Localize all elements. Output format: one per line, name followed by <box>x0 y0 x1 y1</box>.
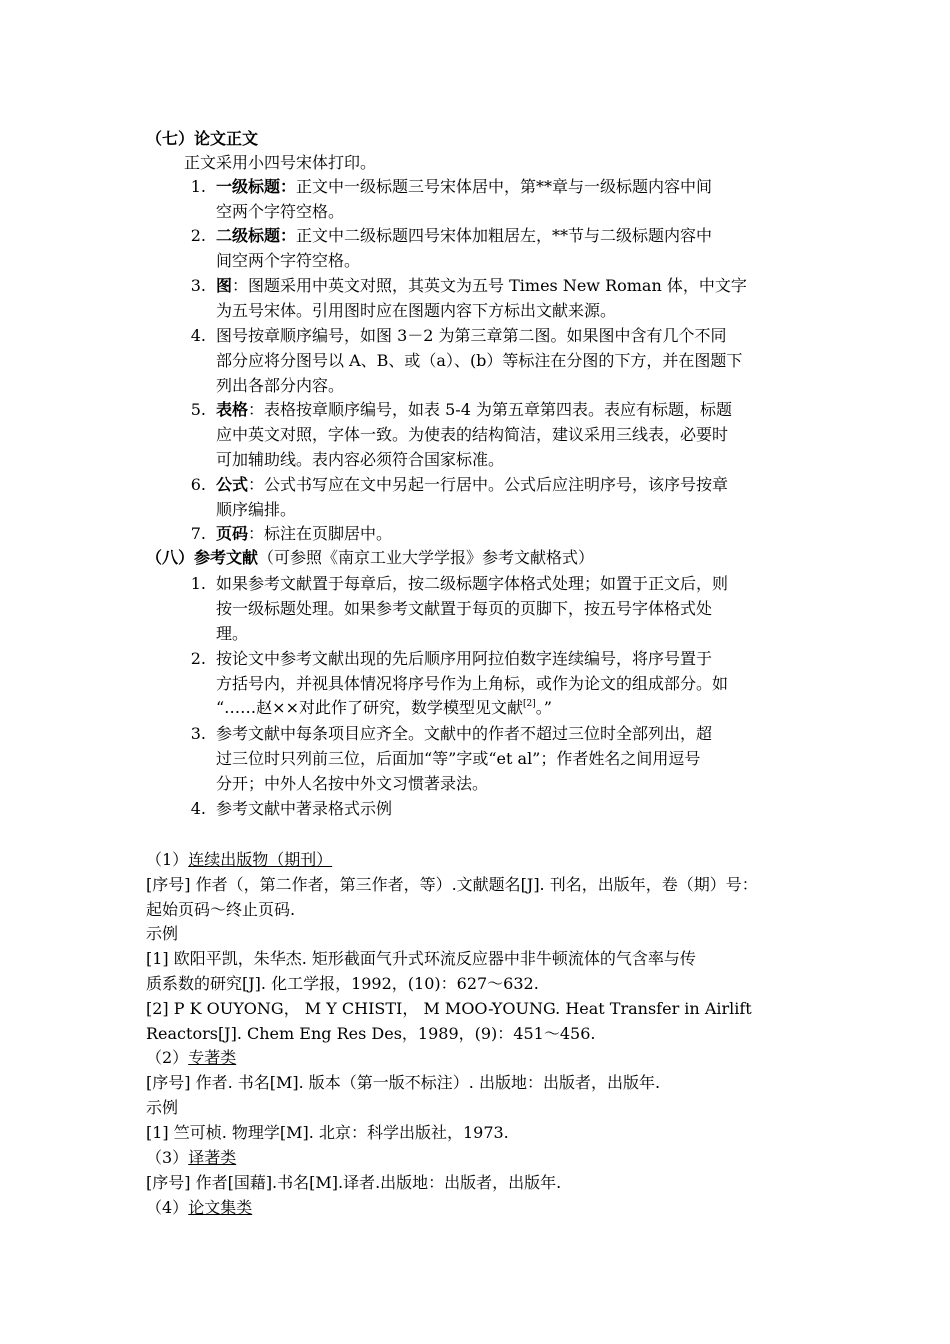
example-reference: 质系数的研究[J]. 化工学报，1992，(10)：627～632. <box>146 974 539 993</box>
section-heading: （七）论文正文 <box>146 129 259 148</box>
list-item-line: 参考文献中著录格式示例 <box>216 799 393 818</box>
item-label: 表格 <box>216 400 249 419</box>
list-item-line: 顺序编排。 <box>216 500 297 519</box>
list-item-line: 分开；中外人名按中外文习惯著录法。 <box>216 774 489 793</box>
item-text: 正文中二级标题四号宋体加粗居左，**节与二级标题内容中 <box>296 226 713 245</box>
list-item-line <box>216 224 712 248</box>
list-item-line: 理。 <box>216 624 249 643</box>
list-number: 4. <box>190 326 206 345</box>
example-reference: [1] 竺可桢. 物理学[M]. 北京：科学出版社，1973. <box>146 1123 509 1142</box>
citation-superscript: [2] <box>523 699 536 709</box>
format-title: 译著类 <box>188 1148 237 1167</box>
format-prefix: （2） <box>146 1048 189 1067</box>
format-heading <box>146 1046 236 1070</box>
list-item-line: 列出各部分内容。 <box>216 376 345 395</box>
item-text-end: 。” <box>535 698 552 717</box>
list-item-line <box>216 473 728 497</box>
list-item-line <box>216 522 392 546</box>
list-item-line: 如果参考文献置于每章后，按二级标题字体格式处理；如置于正文后，则 <box>216 574 729 593</box>
list-number: 3. <box>190 724 206 743</box>
list-item-line: 过三位时只列前三位，后面加“等”字或“et al”；作者姓名之间用逗号 <box>216 749 701 768</box>
format-heading <box>146 1196 252 1220</box>
list-item-line: 为五号宋体。引用图时应在图题内容下方标出文献来源。 <box>216 301 617 320</box>
list-item-line: 部分应将分图号以 A、B、或（a）、(b）等标注在分图的下方，并在图题下 <box>216 351 743 370</box>
list-number: 4. <box>190 799 206 818</box>
item-text: ：表格按章顺序编号，如表 5-4 为第五章第四表。表应有标题，标题 <box>248 400 732 419</box>
list-item-line: 空两个字符空格。 <box>216 202 345 221</box>
list-item-line <box>216 274 747 298</box>
example-reference: [2] P K OUYONG， M Y CHISTI， M MOO-YOUNG. Heat Transfer in Airlift <box>146 999 752 1018</box>
format-template: 起始页码～终止页码. <box>146 900 296 919</box>
example-reference: [1] 欧阳平凯，朱华杰. 矩形截面气升式环流反应器中非牛顿流体的气含率与传 <box>146 949 696 968</box>
list-number: 5. <box>190 400 206 419</box>
example-reference: Reactors[J]. Chem Eng Res Des，1989，(9)：451～456. <box>146 1024 596 1043</box>
item-label: 页码 <box>216 524 249 543</box>
list-item-line: 应中英文对照，字体一致。为使表的结构简洁，建议采用三线表，必要时 <box>216 425 729 444</box>
example-label: 示例 <box>146 924 179 943</box>
list-number: 2. <box>190 649 206 668</box>
list-item-line <box>216 398 732 422</box>
format-prefix: （1） <box>146 850 189 869</box>
section-heading-title: （八）参考文献 <box>146 548 259 567</box>
paragraph: 正文采用小四号宋体打印。 <box>184 153 377 172</box>
item-label: 一级标题： <box>216 177 297 196</box>
list-number: 1. <box>190 177 206 196</box>
item-text: ：标注在页脚居中。 <box>248 524 393 543</box>
list-item-line: 间空两个字符空格。 <box>216 251 361 270</box>
format-heading <box>146 1146 236 1170</box>
format-template: [序号] 作者[国藉].书名[M].译者.出版地：出版者，出版年. <box>146 1173 562 1192</box>
list-number: 2. <box>190 226 206 245</box>
list-item-line <box>216 175 712 199</box>
item-text: 正文中一级标题三号宋体居中，第**章与一级标题内容中间 <box>296 177 713 196</box>
format-title: 论文集类 <box>188 1198 253 1217</box>
format-prefix: （4） <box>146 1198 189 1217</box>
item-text: “……赵××对此作了研究，数学模型见文献 <box>216 698 523 717</box>
format-prefix: （3） <box>146 1148 189 1167</box>
list-number: 6. <box>190 475 206 494</box>
section-heading <box>146 546 594 570</box>
item-text: ：公式书写应在文中另起一行居中。公式后应注明序号，该序号按章 <box>248 475 729 494</box>
list-item-line: 方括号内，并视具体情况将序号作为上角标，或作为论文的组成部分。如 <box>216 674 729 693</box>
section-heading-note: （可参照《南京工业大学学报》参考文献格式） <box>258 548 595 567</box>
list-item-line: 可加辅助线。表内容必须符合国家标准。 <box>216 450 505 469</box>
list-item-line: 参考文献中每条项目应齐全。文献中的作者不超过三位时全部列出，超 <box>216 724 713 743</box>
example-label: 示例 <box>146 1098 179 1117</box>
format-title: 专著类 <box>188 1048 237 1067</box>
list-item-line <box>216 696 552 720</box>
format-template: [序号] 作者. 书名[M]. 版本（第一版不标注）. 出版地：出版者，出版年. <box>146 1073 661 1092</box>
list-item-line: 图号按章顺序编号，如图 3－2 为第三章第二图。如果图中含有几个不同 <box>216 326 727 345</box>
format-template: [序号] 作者（，第二作者，第三作者，等）.文献题名[J]. 刊名，出版年，卷（期）号： <box>146 875 758 894</box>
format-title: 连续出版物（期刊） <box>188 850 333 869</box>
item-label: 公式 <box>216 475 249 494</box>
item-label: 二级标题： <box>216 226 297 245</box>
list-number: 7. <box>190 524 206 543</box>
list-item-line: 按论文中参考文献出现的先后顺序用阿拉伯数字连续编号，将序号置于 <box>216 649 713 668</box>
format-heading <box>146 848 332 872</box>
item-label: 图 <box>216 276 233 295</box>
list-number: 3. <box>190 276 206 295</box>
list-item-line: 按一级标题处理。如果参考文献置于每页的页脚下，按五号字体格式处 <box>216 599 713 618</box>
list-number: 1. <box>190 574 206 593</box>
item-text: ：图题采用中英文对照，其英文为五号 Times New Roman 体，中文字 <box>232 276 747 295</box>
